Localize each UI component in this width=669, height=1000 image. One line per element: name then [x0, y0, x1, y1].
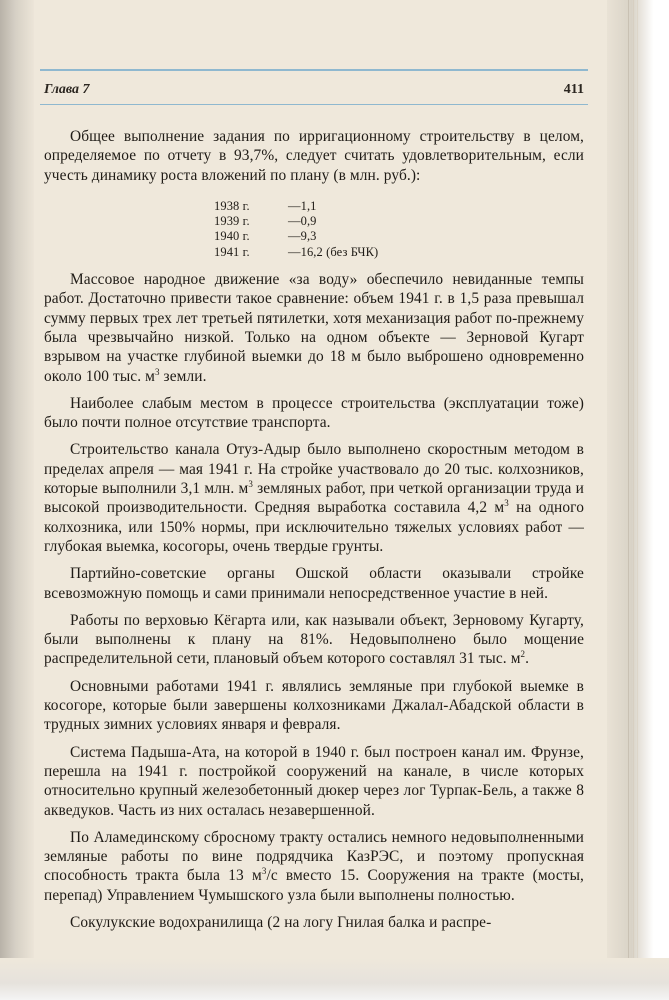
body-text	[44, 127, 584, 940]
page-bottom-edge	[0, 958, 669, 1000]
page-edge-line	[628, 0, 629, 1000]
paragraph: Основными работами 1941 г. являлись земляные при глубокой выемке в косогоре, которые были завершены колхозниками Джалал-Абадской области в трудных зимних условиях января и февраля.	[44, 677, 584, 734]
binding-shadow	[0, 0, 34, 1000]
paragraph: Партийно-советские органы Ошской области оказывали стройке всевозможную помощь и сами принимали непосредственное участие в ней.	[44, 565, 584, 602]
top-rule	[40, 69, 588, 71]
page-edge-line	[637, 0, 638, 1000]
table-year: 1938 г.	[214, 198, 250, 213]
paragraph: Наиболее слабым местом в процессе строительства (эксплуатации тоже) было почти полное отсутствие транспорта.	[44, 394, 584, 432]
chapter-title: Глава 7	[44, 82, 90, 97]
paragraph: Сокулукские водохранилища (2 на логу Гнилая балка и распре-	[70, 913, 492, 931]
table-row	[214, 199, 584, 214]
table-year: 1941 г.	[214, 244, 250, 259]
page-number: 411	[563, 82, 584, 97]
table-value: —1,1	[288, 198, 317, 213]
table-row	[214, 245, 584, 260]
paragraph: По Аламединскому сбросному тракту остались немного недовыполненными земляные работы по вине подрядчика КазРЭС, и поэтому пропускная способность тракта была 13 $м^3/с$ вместо 15. Сооружения на тракте (мосты, перепад) Управлением Чумышского узла были выполнены полностью.	[44, 828, 585, 904]
investment-table	[214, 199, 584, 260]
header-rule	[40, 104, 588, 105]
paragraph: Общее выполнение задания по ирригационному строительству в целом, определяемое по отчету в 93,7%, следует считать удовлетворительным, если учесть динамику роста вложений по плану (в млн. руб.):	[44, 128, 584, 184]
table-year: 1939 г.	[214, 214, 250, 229]
table-value: —0,9	[288, 214, 317, 229]
table-row	[214, 214, 584, 229]
paragraph: Система Падыша-Ата, на которой в 1940 г. был построен канал им. Фрунзе, перешла на 1941 г. постройкой сооружений на канале, в числе которых относительно крупный железобетонный дюкер через лог Турпак-Бель, а также 8 акведуков. Часть из них осталась незавершенной.	[44, 743, 584, 819]
table-value: —16,2 (без БЧК)	[288, 244, 379, 259]
table-row	[214, 229, 584, 244]
page-edge-line	[633, 0, 634, 1000]
running-header	[44, 82, 584, 102]
paragraph: Работы по верховью Кёгарта или, как называли объект, Зерновому Кугарту, были выполнены к плану на 81%. Недовыполнено было мощение распределительной сети, плановый объем которого составлял 31 тыс. $м^2$.	[44, 611, 584, 668]
page-edge-strip	[607, 0, 669, 1000]
table-value: —9,3	[288, 229, 317, 244]
paragraph: Строительство канала Отуз-Адыр было выполнено скоростным методом в пределах апреля — мая 1941 г. На стройке участвовало до 20 тыс. колхозников, которые выполнили 3,1 млн. $м^3$ земляных работ, при четкой организации труда и высокой производительности. Средняя выработка составила 4,2 $м^3$ на одного колхозника, или 150% нормы, при исключительно тяжелых условиях работ — глубокая выемка, косогоры, очень твердые грунты.	[44, 441, 584, 555]
paragraph: Массовое народное движение «за воду» обеспечило невиданные темпы работ. Достаточно привести такое сравнение: объем 1941 г. в 1,5 раза превышал сумму первых трех лет третьей пятилетки, хотя механизация работ по-прежнему была чрезвычайно низкой. Только на одном объекте — Зерновой Кугарт взрывом на участке глубиной выемки до 18 м было выброшено одновременно около 100 тыс. $м^3$ земли.	[44, 271, 584, 385]
table-year: 1940 г.	[214, 229, 250, 244]
